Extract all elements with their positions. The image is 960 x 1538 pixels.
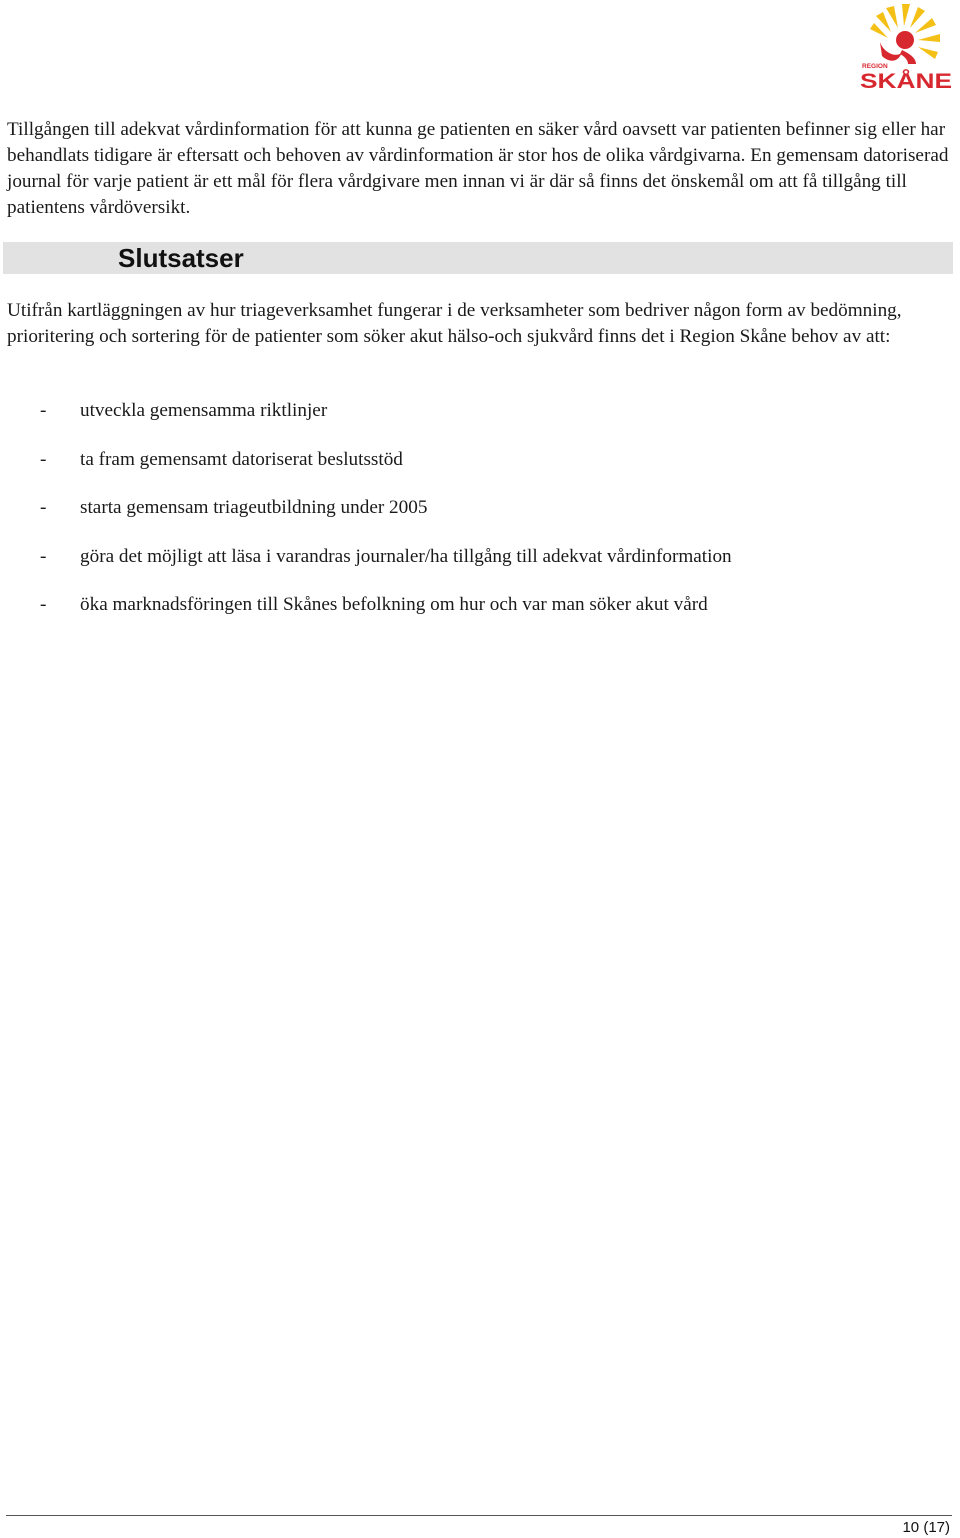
list-item <box>0 495 960 544</box>
list-item-text: öka marknadsföringen till Skånes befolkning om hur och var man söker akut vård <box>80 594 708 615</box>
list-item-text: utveckla gemensamma riktlinjer <box>80 400 328 421</box>
bullet-marker: - <box>40 545 47 567</box>
footer-divider <box>6 1515 952 1516</box>
list-item <box>0 544 960 593</box>
intro-paragraph: Tillgången till adekvat vårdinformation för att kunna ge patienten en säker vård oavsett var patienten befinner sig eller har behandlats tidigare är eftersatt och behoven av vårdinformation är stor hos de olika vårdgivarna. En gemensam datoriserad journal för varje patient är ett mål för flera vårdgivare men innan vi är där så finns det önskemål om att få tillgång till patientens vårdöversikt. <box>7 119 949 218</box>
logo-skane-text: SKÅNE <box>860 70 934 92</box>
region-skane-logo <box>858 2 954 92</box>
list-item <box>0 398 960 447</box>
conclusion-paragraph: Utifrån kartläggningen av hur triageverksamhet fungerar i de verksamheter som bedriver någon form av bedömning, prioritering och sortering för de patienter som söker akut hälso-och sjukvård finns det i Region Skåne behov av att: <box>7 300 902 347</box>
list-item <box>0 592 960 641</box>
section-heading-bar <box>3 242 953 274</box>
logo-region-text: REGION <box>862 63 888 70</box>
bullet-marker: - <box>40 594 47 615</box>
list-item <box>0 447 960 496</box>
page-number: 10 (17) <box>902 1519 950 1536</box>
region-skane-logo-icon <box>858 2 954 92</box>
bullet-marker: - <box>40 400 47 421</box>
bullet-marker: - <box>40 448 47 470</box>
list-item-text: göra det möjligt att läsa i varandras journaler/ha tillgång till adekvat vårdinformation <box>80 545 732 567</box>
list-item-text: ta fram gemensamt datoriserat beslutsstöd <box>80 448 403 470</box>
section-heading: Slutsatser <box>118 243 244 273</box>
conclusion-list <box>0 398 960 641</box>
bullet-marker: - <box>40 497 47 518</box>
list-item-text: starta gemensam triageutbildning under 2005 <box>80 497 428 518</box>
